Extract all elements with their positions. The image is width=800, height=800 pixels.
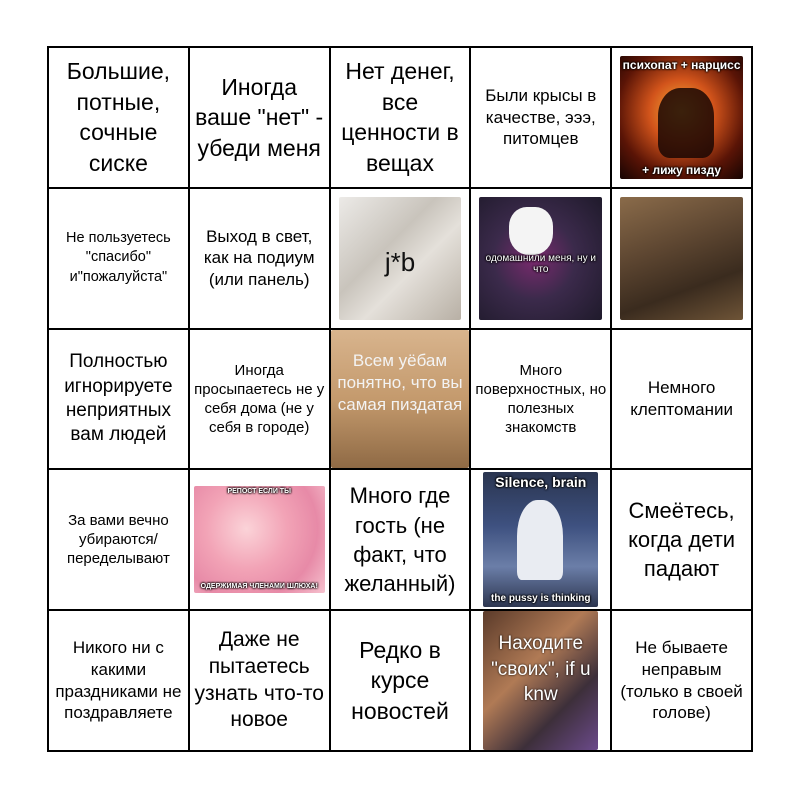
bingo-cell[interactable] [330, 469, 471, 610]
bingo-cell-image[interactable] [330, 188, 471, 329]
pope-figure [517, 500, 563, 580]
bingo-cell[interactable] [611, 610, 752, 751]
cell-text: Никого ни с какими праздниками не поздравляете [55, 638, 182, 723]
cell-text: Были крысы в качестве, эээ, питомцев [485, 85, 597, 149]
bingo-cell-image[interactable] [470, 469, 611, 610]
rider-silhouette [658, 88, 714, 158]
cell-text: Не пользуетесь "спасибо" и"пожалуйста" [66, 229, 171, 285]
cell-text: Иногда просыпаетесь не у себя дома (не у себя в городе) [194, 361, 325, 437]
cat-figure [509, 207, 553, 255]
cell-text: Смеётесь, когда дети падают [628, 497, 736, 582]
cell-text: Много поверхностных, но полезных знакомств [475, 361, 607, 437]
cell-text: Большие, потные, сочные сиске [66, 58, 171, 176]
bingo-cell[interactable] [48, 47, 189, 188]
cell-text: Даже не пытаетесь узнать что-то новое [194, 627, 324, 732]
meme-image [620, 56, 743, 179]
cell-text: Выход в свет, как на подиум (или панель) [203, 226, 315, 290]
bingo-cell[interactable] [470, 329, 611, 470]
meme-caption-bottom: the pussy is thinking [491, 593, 591, 605]
cell-text: Иногда ваше "нет" - убеди меня [195, 73, 324, 161]
meme-caption: j*b [384, 246, 416, 277]
meme-caption-bottom: ОДЕРЖИМАЯ ЧЛЕНАМИ ШЛЮХА! [200, 583, 318, 591]
cell-text: Много где гость (не факт, что желанный) [344, 483, 456, 597]
bingo-cell[interactable] [48, 329, 189, 470]
bingo-cell-image[interactable] [189, 469, 330, 610]
meme-image [339, 197, 462, 320]
bingo-cell-image[interactable] [611, 47, 752, 188]
bingo-cell[interactable] [611, 469, 752, 610]
meme-caption-top: психопат + нарцисс [622, 58, 741, 72]
meme-image [331, 330, 470, 469]
meme-caption: Находите "своих", if u knw [491, 633, 591, 706]
bingo-cell[interactable] [330, 610, 471, 751]
bingo-cell[interactable] [189, 610, 330, 751]
bingo-cell[interactable] [189, 188, 330, 329]
bingo-cell[interactable] [48, 469, 189, 610]
meme-image [483, 472, 598, 607]
bingo-cell[interactable] [48, 188, 189, 329]
cell-text: Редко в курсе новостей [351, 636, 449, 724]
bingo-cell[interactable] [470, 47, 611, 188]
cell-text: За вами вечно убираются/ переделывают [66, 512, 170, 568]
cell-text: Нет денег, все ценности в вещах [341, 58, 459, 176]
meme-caption-top: РЕПОСТ ЕСЛИ ТЫ [227, 488, 291, 496]
bingo-cell[interactable] [48, 610, 189, 751]
bingo-cell[interactable] [189, 329, 330, 470]
bingo-cell-image[interactable] [470, 610, 611, 751]
bingo-cell[interactable] [330, 47, 471, 188]
meme-image [479, 197, 602, 320]
bingo-cell[interactable] [189, 47, 330, 188]
bingo-cell-image[interactable] [611, 188, 752, 329]
bingo-cell-image[interactable] [470, 188, 611, 329]
meme-image [483, 611, 598, 750]
cell-text: Не бываете неправым (только в своей голове) [620, 638, 743, 723]
meme-caption: одомашнили меня, ну и что [485, 252, 596, 275]
cell-text: Немного клептомании [630, 378, 733, 419]
cell-text: Полностью игнорируете неприятных вам людей [64, 351, 173, 446]
bingo-cell[interactable] [611, 329, 752, 470]
meme-image [620, 197, 743, 320]
meme-caption-bottom: + лижу пизду [642, 162, 722, 177]
meme-caption-top: Silence, brain [495, 474, 587, 491]
bingo-board [47, 46, 753, 752]
meme-image [194, 486, 325, 593]
meme-caption: Всем уёбам понятно, что вы самая пиздатая [337, 350, 463, 414]
bingo-cell-image[interactable] [330, 329, 471, 470]
